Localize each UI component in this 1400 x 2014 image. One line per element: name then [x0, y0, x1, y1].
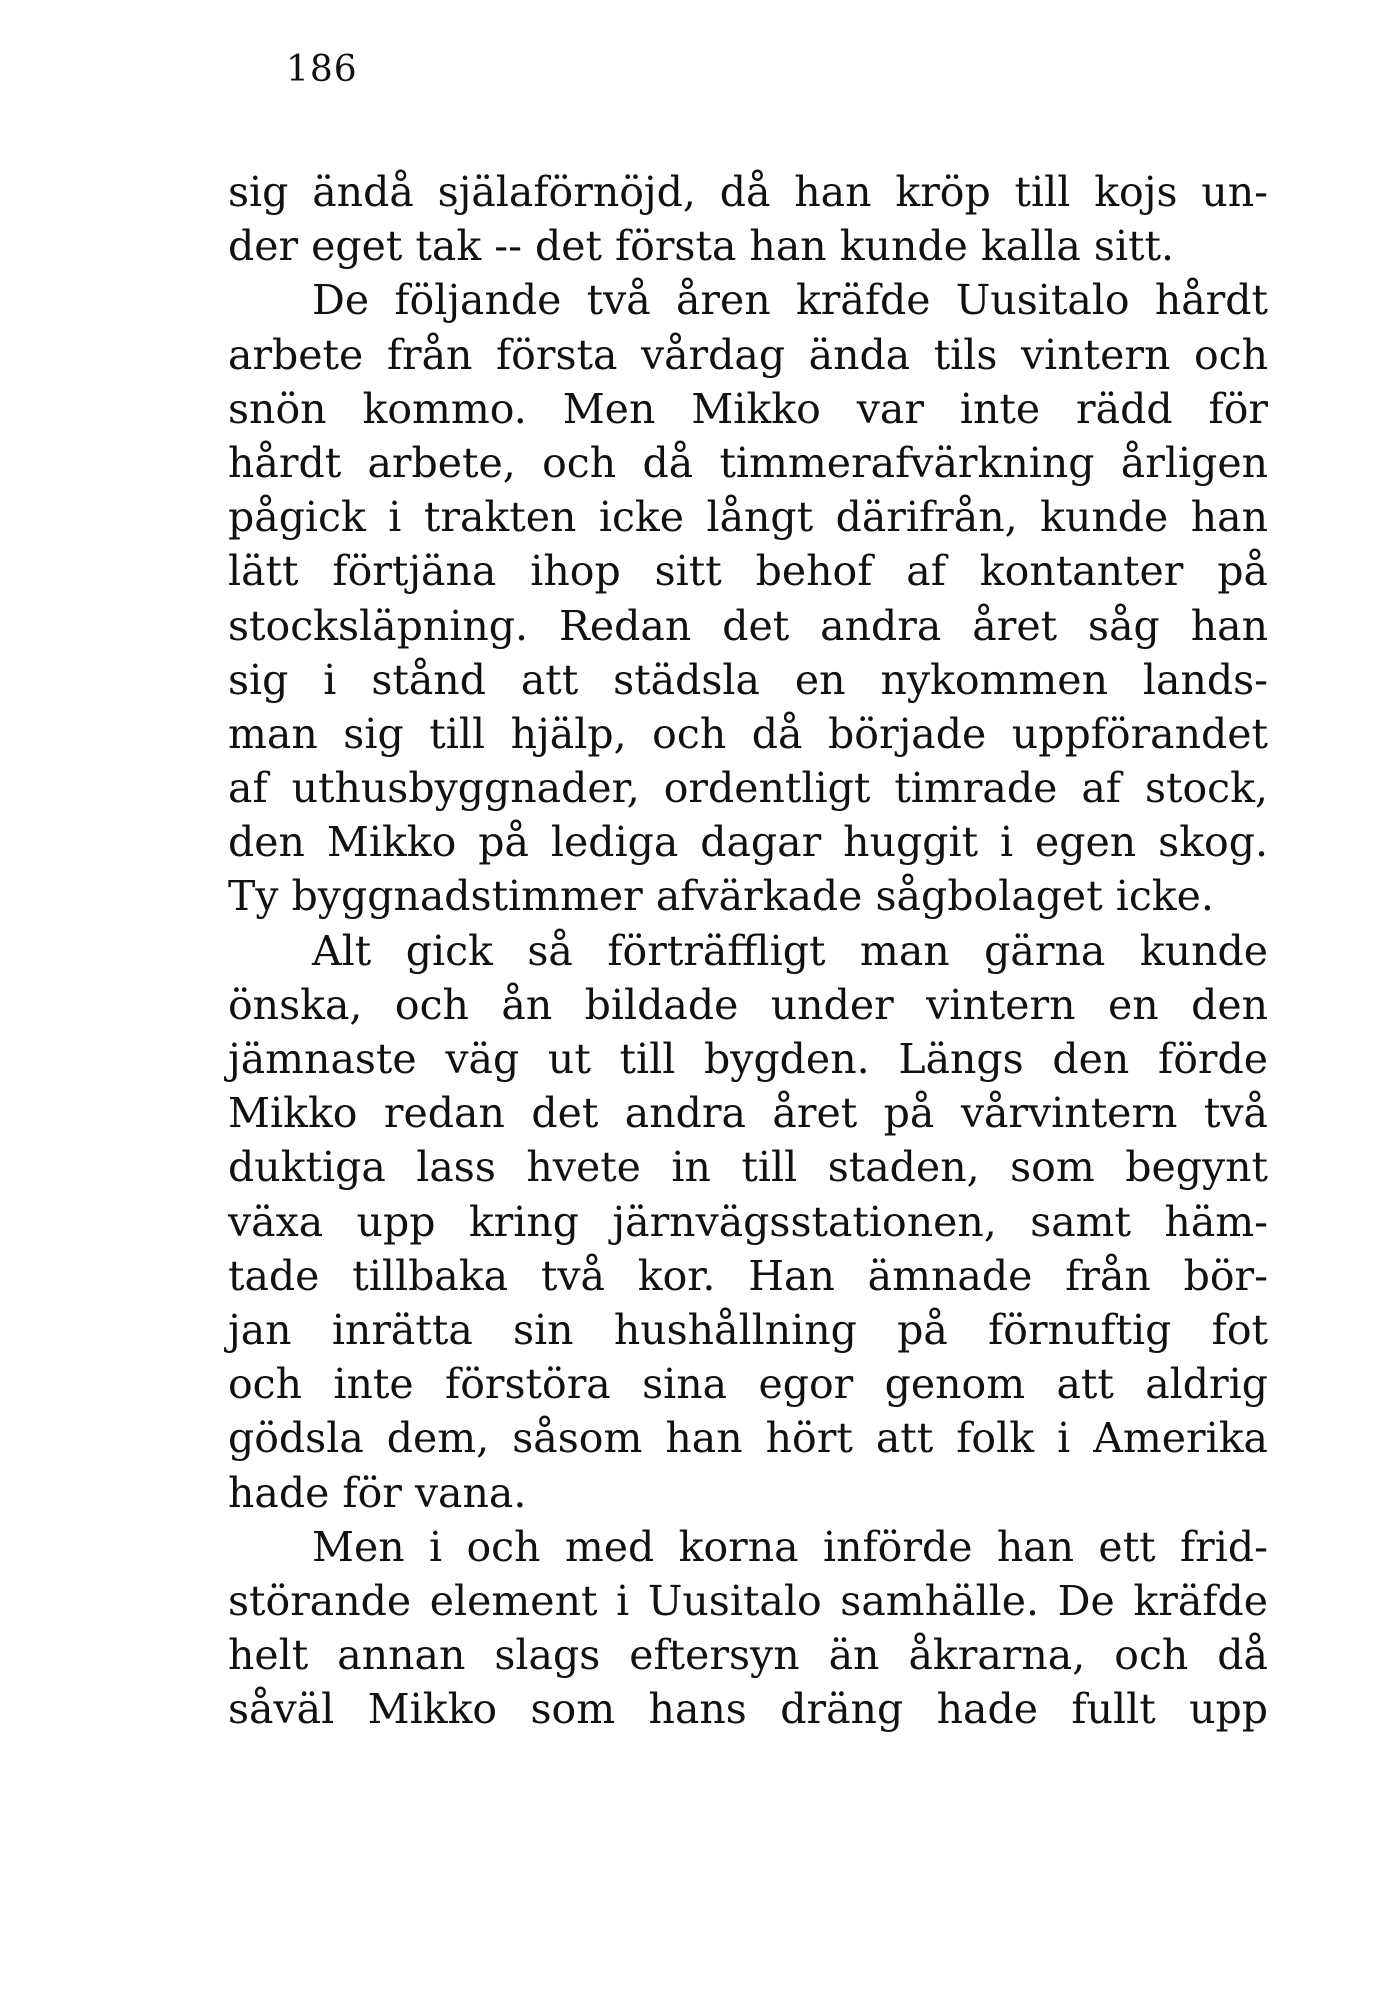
text-line: der eget tak -- det första han kunde kalla sitt. [228, 222, 1175, 271]
text-line: jämnaste väg ut till bygden. Längs den förde [228, 1035, 1268, 1083]
text-line: lätt förtjäna ihop sitt behof af kontanter på [228, 547, 1268, 596]
text-line: störande element i Uusitalo samhälle. De kräfde [228, 1576, 1268, 1625]
text-line: pågick i trakten icke långt därifrån, kunde han [228, 493, 1268, 542]
text-line: växa upp kring järnvägsstationen, samt häm- [228, 1197, 1268, 1246]
text-line: den Mikko på lediga dagar huggit i egen skog. [228, 818, 1268, 867]
text-line: gödsla dem, såsom han hört att folk i Amerika [228, 1414, 1268, 1463]
text-line: stocksläpning. Redan det andra året såg han [228, 601, 1268, 650]
text-line: önska, och ån bildade under vintern en den [228, 980, 1268, 1029]
text-line: såväl Mikko som hans dräng hade fullt upp [228, 1685, 1268, 1734]
text-line: jan inrätta sin hushållning på förnuftig fot [228, 1305, 1268, 1354]
text-line: hade för vana. [228, 1468, 527, 1517]
page-number: 186 [286, 49, 358, 90]
text-line: Mikko redan det andra året på vårvintern två [228, 1089, 1268, 1138]
text-line: duktiga lass hvete in till staden, som begynt [228, 1143, 1268, 1192]
text-line: man sig till hjälp, och då började uppförandet [228, 709, 1268, 758]
text-line: tade tillbaka två kor. Han ämnade från bör- [228, 1251, 1268, 1300]
body-text [228, 165, 1268, 1736]
text-line: snön kommo. Men Mikko var inte rädd för [228, 384, 1268, 433]
text-line: Alt gick så förträffligt man gärna kunde [312, 926, 1268, 975]
text-line: sig ändå själaförnöjd, då han kröp till kojs un- [228, 168, 1268, 216]
text-line: helt annan slags eftersyn än åkrarna, och då [228, 1631, 1268, 1680]
text-line: Ty byggnadstimmer afvärkade sågbolaget icke. [228, 872, 1214, 921]
text-line: Men i och med korna införde han ett frid- [312, 1522, 1268, 1571]
text-line: och inte förstöra sina egor genom att aldrig [228, 1360, 1268, 1409]
text-line: De följande två åren kräfde Uusitalo hårdt [312, 276, 1268, 325]
text-line: hårdt arbete, och då timmerafvärkning årligen [228, 438, 1268, 487]
text-line: af uthusbyggnader, ordentligt timrade af stock, [228, 764, 1268, 813]
text-line: sig i stånd att städsla en nykommen lands- [228, 655, 1268, 704]
text-line: arbete från första vårdag ända tils vintern och [228, 330, 1268, 379]
